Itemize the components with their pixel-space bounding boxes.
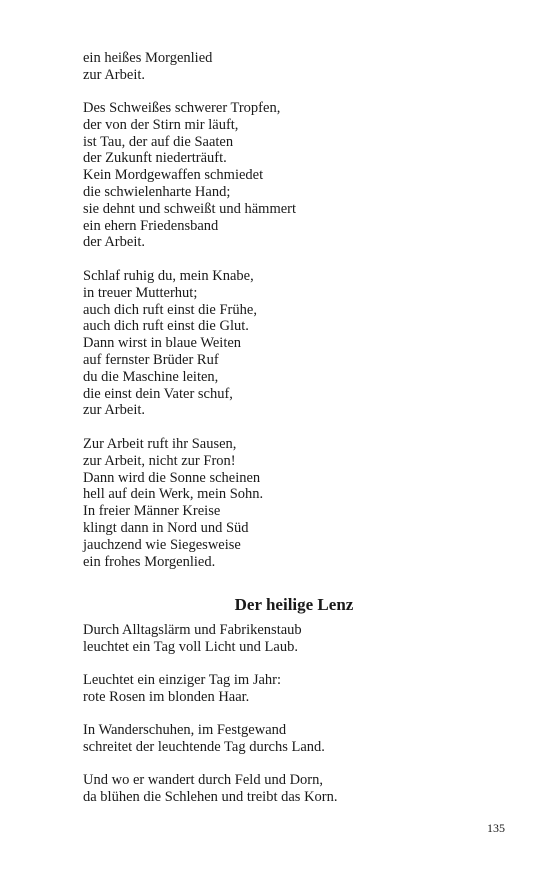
verse-line: zur Arbeit, nicht zur Fron! [83, 452, 236, 469]
verse-line: ein ehern Friedensband [83, 217, 219, 234]
verse-line: ist Tau, der auf die Saaten [83, 133, 234, 150]
poem-stanza-3 [83, 268, 483, 419]
verse-line: Zur Arbeit ruft ihr Sausen, [83, 436, 237, 452]
verse-line: klingt dann in Nord und Süd [83, 519, 249, 536]
verse-line: rote Rosen im blonden Haar. [83, 688, 250, 705]
verse-line: auf fernster Brüder Ruf [83, 351, 219, 368]
poem-stanza-4 [83, 436, 483, 570]
verse-line: zur Arbeit. [83, 402, 146, 419]
poem-title: Der heilige Lenz [234, 595, 354, 614]
verse-line: In Wanderschuhen, im Festgewand [83, 722, 287, 738]
poem2-stanza-1 [83, 622, 483, 656]
poem-stanza-1 [83, 50, 483, 84]
verse-line: du die Maschine leiten, [83, 368, 219, 385]
verse-line: ein heißes Morgenlied [83, 50, 213, 66]
verse-line: die einst dein Vater schuf, [83, 385, 233, 402]
verse-line: zur Arbeit. [83, 66, 146, 83]
verse-line: der Arbeit. [83, 234, 146, 251]
verse-line: Des Schweißes schwerer Tropfen, [83, 100, 281, 116]
poem2-stanza-2 [83, 672, 483, 706]
verse-line: leuchtet ein Tag voll Licht und Laub. [83, 638, 298, 655]
verse-line: Dann wirst in blaue Weiten [83, 335, 242, 352]
poem2-stanza-4 [83, 772, 483, 806]
verse-line: auch dich ruft einst die Frühe, [83, 301, 257, 318]
verse-line: der Zukunft niederträuft. [83, 150, 227, 167]
verse-line: schreitet der leuchtende Tag durchs Land. [83, 738, 325, 755]
poem-stanza-2 [83, 100, 483, 251]
verse-line: in treuer Mutterhut; [83, 284, 198, 301]
verse-line: die schwielenharte Hand; [83, 183, 231, 200]
poem2-stanza-3 [83, 722, 483, 756]
verse-line: auch dich ruft einst die Glut. [83, 318, 249, 335]
verse-line: Dann wird die Sonne scheinen [83, 469, 261, 486]
verse-line: da blühen die Schlehen und treibt das Korn. [83, 788, 338, 805]
page-number: 135 [487, 821, 505, 835]
verse-line: jauchzend wie Siegesweise [83, 536, 241, 553]
verse-line: Leuchtet ein einziger Tag im Jahr: [83, 672, 282, 688]
verse-line: Durch Alltagslärm und Fabrikenstaub [83, 622, 302, 638]
verse-line: ein frohes Morgenlied. [83, 553, 216, 570]
verse-line: Und wo er wandert durch Feld und Dorn, [83, 772, 324, 788]
verse-line: In freier Männer Kreise [83, 503, 221, 520]
verse-line: Kein Mordgewaffen schmiedet [83, 167, 264, 184]
verse-line: Schlaf ruhig du, mein Knabe, [83, 268, 254, 284]
verse-line: der von der Stirn mir läuft, [83, 116, 239, 133]
verse-line: hell auf dein Werk, mein Sohn. [83, 486, 264, 503]
verse-line: sie dehnt und schweißt und hämmert [83, 200, 297, 217]
